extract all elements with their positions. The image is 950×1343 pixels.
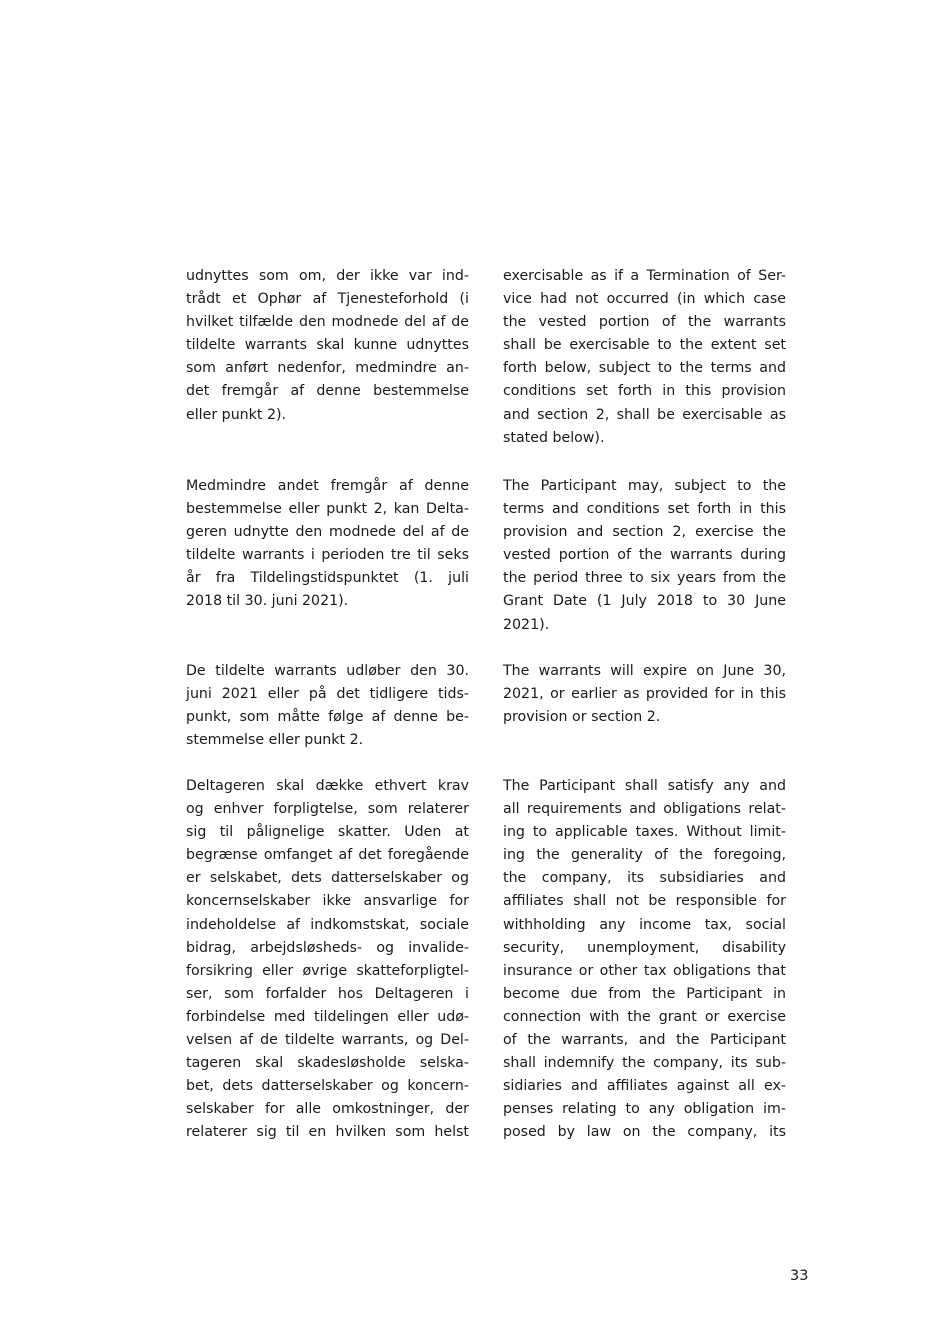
- text-line: Grant Date (1 July 2018 to 30 June: [503, 593, 786, 610]
- text-line: indeholdelse af indkomstskat, sociale: [186, 916, 469, 933]
- text-line: udnyttes som om, der ikke var ind-: [186, 268, 469, 284]
- text-line: punkt, som måtte følge af denne be-: [186, 709, 469, 726]
- text-line: 2021, or earlier as provided for in this: [503, 686, 786, 703]
- text-line: bestemmelse eller punkt 2, kan Delta-: [186, 501, 469, 518]
- english-paragraph-1: [503, 265, 786, 450]
- text-line: er selskabet, dets datterselskaber og: [186, 870, 469, 887]
- text-line: begrænse omfanget af det foregående: [186, 847, 469, 864]
- text-line: shall be exercisable to the extent set: [503, 337, 786, 354]
- text-line: ing to applicable taxes. Without limit-: [503, 824, 786, 841]
- text-line: forth below, subject to the terms and: [503, 360, 786, 377]
- text-line: tildelte warrants skal kunne udnyttes: [186, 337, 469, 354]
- text-line: affiliates shall not be responsible for: [503, 893, 786, 910]
- text-line: og enhver forpligtelse, som relaterer: [186, 801, 469, 818]
- text-line: and section 2, shall be exercisable as: [503, 406, 786, 423]
- danish-paragraph-4: [186, 775, 469, 1145]
- text-line: The warrants will expire on June 30,: [503, 663, 786, 679]
- text-line: insurance or other tax obligations that: [503, 962, 786, 979]
- text-line: stemmelse eller punkt 2.: [186, 732, 364, 749]
- text-line: forbindelse med tildelingen eller udø-: [186, 1008, 469, 1025]
- text-line: bet, dets datterselskaber og koncern-: [186, 1078, 469, 1095]
- text-line: withholding any income tax, social: [503, 916, 786, 933]
- text-line: det fremgår af denne bestemmelse: [186, 383, 469, 400]
- text-line: stated below).: [503, 429, 605, 446]
- text-line: relaterer sig til en hvilken som helst: [186, 1124, 469, 1141]
- danish-paragraph-1: [186, 265, 469, 427]
- text-line: The Participant shall satisfy any and: [503, 778, 786, 794]
- text-line: all requirements and obligations relat-: [503, 801, 786, 818]
- text-line: 2021).: [503, 616, 550, 633]
- text-line: eller punkt 2).: [186, 406, 287, 423]
- text-line: of the warrants, and the Participant: [503, 1032, 786, 1049]
- text-line: ing the generality of the foregoing,: [503, 847, 786, 864]
- danish-paragraph-2: [186, 475, 469, 614]
- text-line: sig til pålignelige skatter. Uden at: [186, 824, 469, 841]
- text-line: penses relating to any obligation im-: [503, 1101, 786, 1118]
- text-line: exercisable as if a Termination of Ser-: [503, 268, 786, 284]
- text-line: The Participant may, subject to the: [503, 478, 786, 494]
- danish-paragraph-3: [186, 660, 469, 752]
- text-line: sidiaries and affiliates against all ex-: [503, 1078, 786, 1095]
- text-line: bidrag, arbejdsløsheds- og invalide-: [186, 939, 469, 956]
- text-line: the vested portion of the warrants: [503, 314, 786, 331]
- text-line: vested portion of the warrants during: [503, 547, 786, 564]
- text-line: hvilket tilfælde den modnede del af de: [186, 314, 469, 331]
- english-paragraph-2: [503, 475, 786, 637]
- text-line: velsen af de tildelte warrants, og Del-: [186, 1032, 469, 1049]
- text-line: som anført nedenfor, medmindre an-: [186, 360, 469, 377]
- text-line: tildelte warrants i perioden tre til seks: [186, 547, 469, 564]
- text-line: connection with the grant or exercise: [503, 1008, 786, 1025]
- text-line: terms and conditions set forth in this: [503, 501, 786, 518]
- text-line: tageren skal skadesløsholde selska-: [186, 1055, 469, 1072]
- text-line: the period three to six years from the: [503, 570, 786, 587]
- page-number: 33: [790, 1268, 809, 1284]
- text-line: De tildelte warrants udløber den 30.: [186, 663, 469, 679]
- text-line: Medmindre andet fremgår af denne: [186, 478, 469, 494]
- text-line: provision or section 2.: [503, 709, 661, 726]
- text-line: juni 2021 eller på det tidligere tids-: [186, 686, 469, 703]
- text-line: vice had not occurred (in which case: [503, 291, 786, 308]
- text-line: Deltageren skal dække ethvert krav: [186, 778, 469, 794]
- text-line: koncernselskaber ikke ansvarlige for: [186, 893, 469, 910]
- text-line: shall indemnify the company, its sub-: [503, 1055, 786, 1072]
- text-line: become due from the Participant in: [503, 985, 786, 1002]
- text-line: ser, som forfalder hos Deltageren i: [186, 985, 469, 1002]
- text-line: posed by law on the company, its: [503, 1124, 786, 1141]
- text-line: trådt et Ophør af Tjenesteforhold (i: [186, 291, 469, 308]
- text-line: security, unemployment, disability: [503, 939, 786, 956]
- english-paragraph-4: [503, 775, 786, 1145]
- text-line: forsikring eller øvrige skatteforpligtel-: [186, 962, 469, 979]
- text-line: geren udnytte den modnede del af de: [186, 524, 469, 541]
- text-line: år fra Tildelingstidspunktet (1. juli: [186, 570, 469, 587]
- text-line: the company, its subsidiaries and: [503, 870, 786, 887]
- text-line: selskaber for alle omkostninger, der: [186, 1101, 469, 1118]
- text-line: conditions set forth in this provision: [503, 383, 786, 400]
- text-line: provision and section 2, exercise the: [503, 524, 786, 541]
- text-line: 2018 til 30. juni 2021).: [186, 593, 349, 610]
- english-paragraph-3: [503, 660, 786, 729]
